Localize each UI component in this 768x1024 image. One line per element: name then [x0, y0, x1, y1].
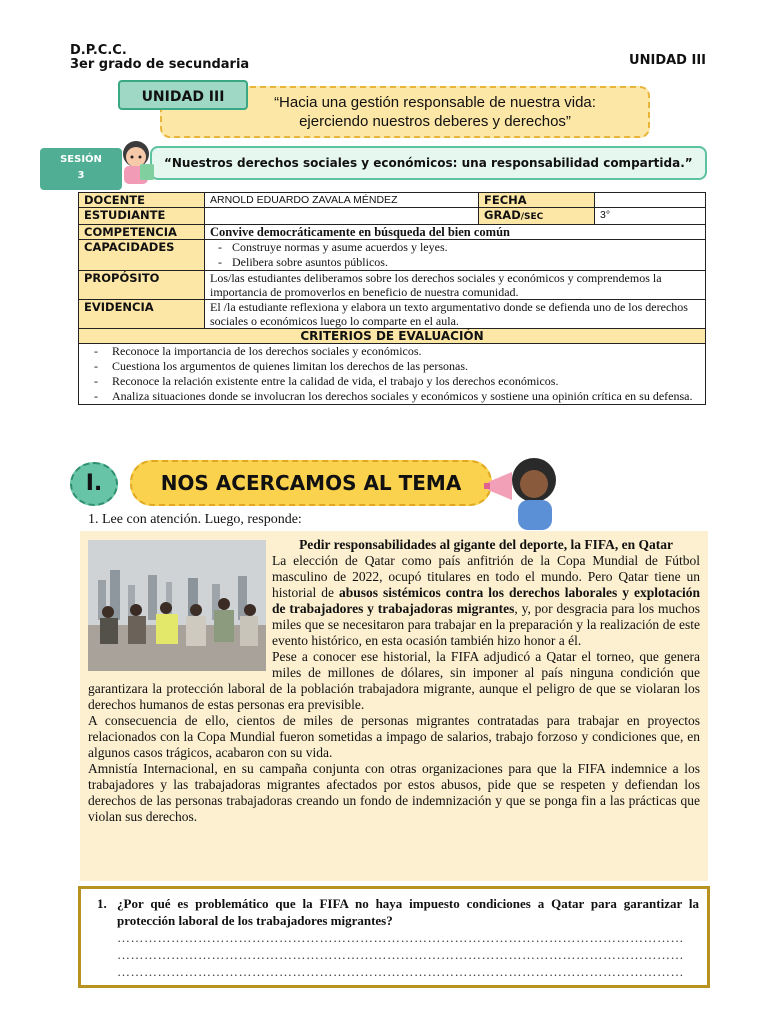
list-item: - Construye normas y asume acuerdos y leyes. [210, 240, 700, 255]
reading-title: Pedir responsabilidades al gigante del deporte, la FIFA, en Qatar [299, 537, 673, 552]
migrant-workers-photo [88, 540, 266, 671]
unit-label: UNIDAD III [629, 53, 706, 68]
session-info-table [78, 192, 706, 405]
session-title: “Nuestros derechos sociales y económicos: una responsabilidad compartida.” [150, 146, 707, 180]
motto-line-2: ejerciendo nuestros deberes y derechos” [299, 113, 571, 130]
grad-label: GRAD [484, 208, 521, 222]
evidencia-value: El /la estudiante reflexiona y elabora un texto argumentativo donde se defienda uno de los derechos sociales o económicos luego lo comparte en el aula. [205, 300, 706, 329]
question-text: ¿Por qué es problemático que la FIFA no haya impuesto condiciones a Qatar para garantizar la protección laboral de los trabajadores migrantes? [117, 896, 699, 928]
list-item: - Cuestiona los argumentos de quienes limitan los derechos de las personas. [84, 359, 700, 374]
list-item: - Delibera sobre asuntos públicos. [210, 255, 700, 270]
criterios-list [84, 344, 700, 404]
motto-line-1: “Hacia una gestión responsable de nuestra vida: [274, 94, 596, 111]
section-number: I. [70, 462, 118, 506]
megaphone-girl-illustration [484, 452, 568, 536]
answer-line-1[interactable]: ……………………………………………………………………………………………………………… [117, 930, 684, 945]
grad-sec-label [479, 208, 595, 225]
fecha-value[interactable] [595, 193, 706, 208]
estudiante-value[interactable] [205, 208, 479, 225]
student-illustration [112, 136, 160, 188]
proposito-value: Los/las estudiantes deliberamos sobre los derechos sociales y económicos y comprendemos la importancia de promoverlos en beneficio de nuestra comunidad. [205, 271, 706, 300]
sec-label: /SEC [520, 212, 544, 222]
org-name: D.P.C.C. [70, 43, 127, 58]
reading-text: , y, por desgracia para los muchos miles que se necesitaron para trabajar en la preparación y la realización de este evento histórico, en esta ocasión también hizo honor a él. [272, 601, 700, 648]
docente-label: DOCENTE [79, 193, 205, 208]
list-item: - Reconoce la relación existente entre la calidad de vida, el trabajo y los derechos económicos. [84, 374, 700, 389]
document-header [70, 44, 249, 72]
capacidades-value [205, 240, 706, 271]
capacidades-label: CAPACIDADES [79, 240, 205, 271]
docente-value: ARNOLD EDUARDO ZAVALA MÉNDEZ [205, 193, 479, 208]
reading-box [80, 531, 708, 881]
reading-paragraph-3: A consecuencia de ello, cientos de miles de personas migrantes contratadas para trabajar en proyectos relacionados con la Copa Mundial fueron sometidas a impago de salarios, trabajo forzoso y condiciones que, en algunos casos trágicos, acabaron con su vida. [88, 713, 700, 760]
criterios-value [79, 344, 706, 405]
reading-paragraph-4: Amnistía Internacional, en su campaña conjunta con otras organizaciones para que la FIFA indemnice a los trabajadores y las trabajadoras migrantes afectados por estos abusos, pide que se respeten y defiendan los derechos de las personas trabajadoras creando un fondo de indemnización y que se ponga fin a las prácticas que violan sus derechos. [88, 761, 700, 824]
answer-line-2[interactable]: ……………………………………………………………………………………………………………… [117, 947, 684, 962]
session-label: SESIÓN [60, 154, 102, 165]
grad-value: 3° [595, 208, 706, 225]
evidencia-label: EVIDENCIA [79, 300, 205, 329]
fecha-label: FECHA [479, 193, 595, 208]
reading-instruction: 1. Lee con atención. Luego, responde: [88, 512, 302, 527]
proposito-label: PROPÓSITO [79, 271, 205, 300]
session-number: 3 [77, 170, 85, 181]
criterios-label: CRITERIOS DE EVALUACIÓN [79, 329, 706, 344]
question-number: 1. [97, 896, 107, 911]
competencia-label: COMPETENCIA [79, 225, 205, 240]
session-tab [40, 148, 122, 190]
question-box [78, 886, 710, 988]
grade-label: 3er grado de secundaria [70, 57, 250, 72]
reading-paragraph-2: Pese a conocer ese historial, la FIFA adjudicó a Qatar el torneo, que genera miles de millones de dólares, sin imponer al país ninguna condición que garantizara la protección laboral de la población trabajadora migrante, aunque el peligro de que se violaran los derechos humanos de estas personas era previsible. [88, 649, 700, 712]
list-item: - Analiza situaciones donde se involucran los derechos sociales y económicos y sostiene una opinión crítica en su defensa. [84, 389, 700, 404]
unit-badge: UNIDAD III [118, 80, 248, 110]
reading-highlight: abusos sistémicos contra los derechos laborales y explotación de trabajadores y trabajadoras migrantes [272, 585, 700, 616]
section-title: NOS ACERCAMOS AL TEMA [130, 460, 492, 506]
list-item: - Reconoce la importancia de los derechos sociales y económicos. [84, 344, 700, 359]
competencia-value: Convive democráticamente en búsqueda del bien común [205, 225, 706, 240]
answer-line-3[interactable]: ……………………………………………………………………………………………………………… [117, 964, 684, 979]
estudiante-label: ESTUDIANTE [79, 208, 205, 225]
capacidades-list [210, 240, 700, 270]
reading-text: La elección de Qatar como país anfitrión de la Copa Mundial de Fútbol masculino de 2022, ocupó titulares en todo el mundo. Pero Qatar tiene un historial de [272, 553, 700, 600]
